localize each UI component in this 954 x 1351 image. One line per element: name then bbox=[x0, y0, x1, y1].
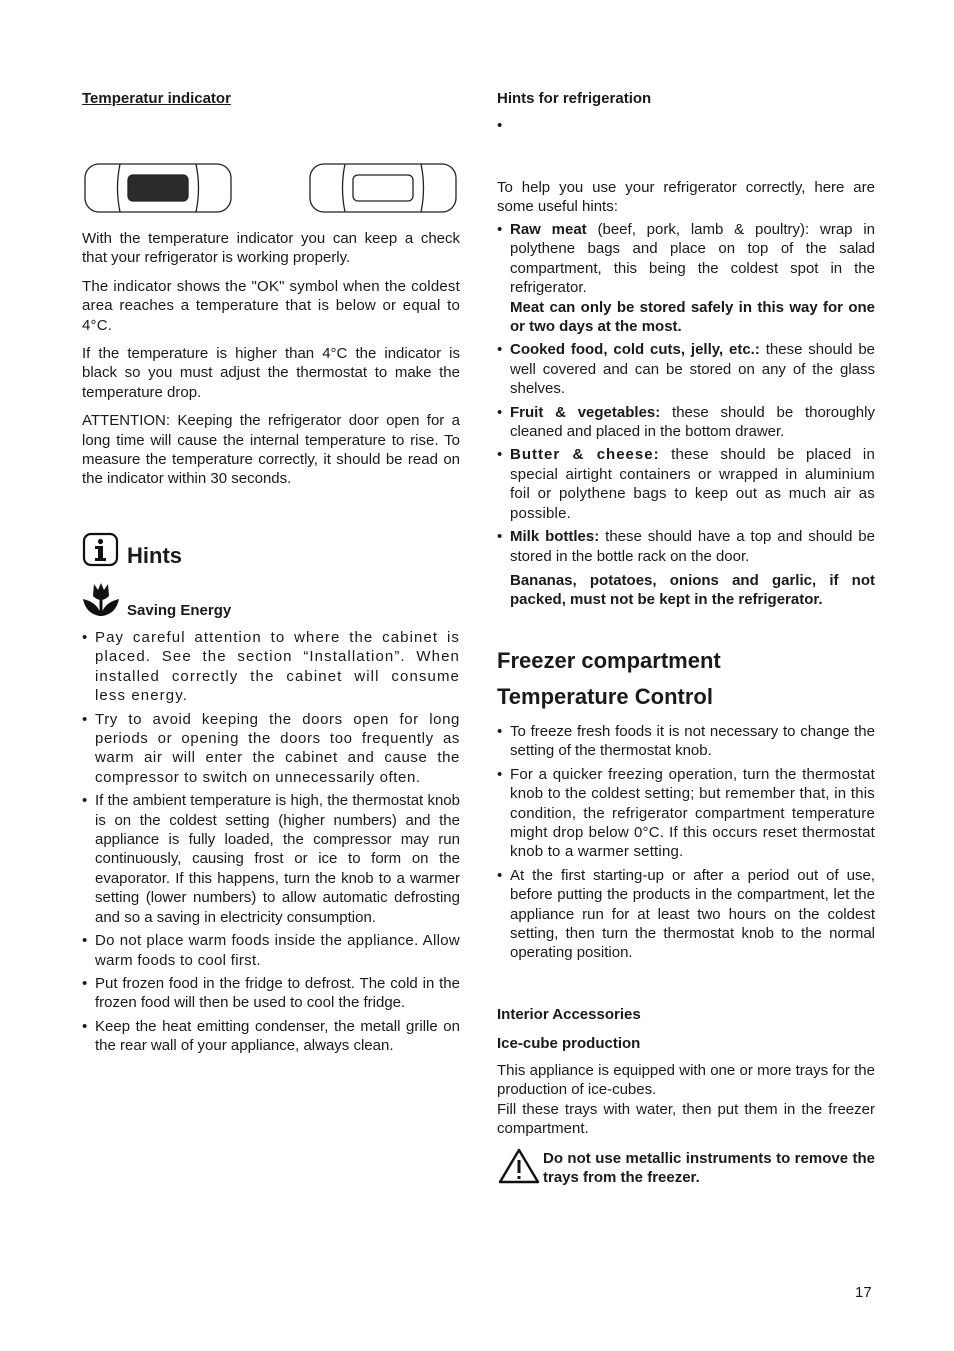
list-item bbox=[497, 527, 875, 566]
paragraph: The indicator shows the "OK" symbol when the coldest area reaches a temperature that is below or equal to 4°C. bbox=[82, 277, 460, 334]
list-item bbox=[497, 403, 875, 442]
hint-label: Butter & cheese: bbox=[510, 446, 660, 464]
indicator-ok-icon bbox=[310, 164, 456, 212]
hint-label: Fruit & vegetables: bbox=[510, 403, 661, 421]
ice-cube-text bbox=[497, 1061, 875, 1139]
freezer-list bbox=[497, 722, 875, 967]
paragraph: Fill these trays with water, then put them in the freezer compartment. bbox=[497, 1100, 875, 1138]
caution-text: Do not use metallic instruments to remove the trays from the freezer. bbox=[543, 1150, 875, 1187]
hint-label: Cooked food, cold cuts, jelly, etc.: bbox=[510, 341, 760, 359]
freezer-title: Freezer compartment bbox=[497, 648, 721, 673]
paragraph: ATTENTION: Keeping the refrigerator door open for a long time will cause the internal temperature to rise. To measure the temperature correctly, it should be read on the indicator within 30 seconds. bbox=[82, 412, 460, 488]
warning-icon bbox=[498, 1147, 540, 1185]
saving-energy-list bbox=[82, 628, 460, 1060]
list-item: • Try to avoid keeping the doors open for long periods or opening the doors too frequently as warm air will enter the cabinet and cause the compressor to switch on unnecessarily often. bbox=[82, 710, 460, 788]
indicator-black-icon bbox=[85, 164, 231, 212]
list-item bbox=[497, 220, 875, 336]
tulip-icon bbox=[82, 582, 120, 618]
ice-cube-title: Ice-cube production bbox=[497, 1035, 641, 1052]
paragraph: If the temperature is higher than 4°C the indicator is black so you must adjust the thermostat to make the temperature drop. bbox=[82, 345, 460, 401]
hint-label: Raw meat bbox=[510, 221, 587, 238]
list-item: • To freeze fresh foods it is not necessary to change the setting of the thermostat knob. bbox=[497, 722, 875, 761]
temperature-indicator-heading: Temperatur indicator bbox=[82, 90, 231, 107]
hint-note: Meat can only be stored safely in this way for one or two days at the most. bbox=[510, 298, 875, 336]
hint-label: Milk bottles: bbox=[510, 528, 600, 546]
paragraph: With the temperature indicator you can keep a check that your refrigerator is working properly. bbox=[82, 230, 460, 267]
list-item: • Keep the heat emitting condenser, the metall grille on the rear wall of your appliance, always clean. bbox=[82, 1017, 460, 1056]
list-item: • Do not place warm foods inside the appliance. Allow warm foods to cool first. bbox=[82, 931, 460, 970]
list-item bbox=[497, 445, 875, 523]
temperature-control-title: Temperature Control bbox=[497, 684, 713, 709]
hints-refrigeration-heading: Hints for refrigeration bbox=[497, 90, 652, 107]
storage-warning: Bananas, potatoes, onions and garlic, if not packed, must not be kept in the refrigerator. bbox=[510, 572, 875, 609]
hint-text: these should be thoroughly cleaned and placed in the bottom drawer. bbox=[510, 403, 875, 441]
hint-text: these should be well covered and can be stored on any of the glass shelves. bbox=[510, 341, 875, 398]
paragraph: This appliance is equipped with one or more trays for the production of ice-cubes. bbox=[497, 1062, 875, 1099]
saving-energy-title: Saving Energy bbox=[127, 602, 232, 619]
refrigeration-hints-list bbox=[497, 220, 875, 570]
list-item: • Put frozen food in the fridge to defrost. The cold in the frozen food will then be used to cool the fridge. bbox=[82, 974, 460, 1013]
temperature-indicator-text bbox=[82, 229, 460, 489]
hints-intro: To help you use your refrigerator correctly, here are some useful hints: bbox=[497, 179, 875, 216]
interior-accessories-title: Interior Accessories bbox=[497, 1006, 641, 1023]
list-item: • Pay careful attention to where the cabinet is placed. See the section “Installation”. When installed correctly the cabinet will consume less energy. bbox=[82, 628, 460, 706]
hints-title: Hints bbox=[127, 543, 182, 568]
hint-text: (beef, pork, lamb & poultry): wrap in polythene bags and place on top of the salad compartment, this being the coldest spot in the refrigerator. bbox=[510, 221, 876, 297]
bullet-mark: • bbox=[497, 117, 503, 134]
page-number: 17 bbox=[855, 1284, 872, 1301]
list-item: • At the first starting-up or after a period out of use, before putting the products in the compartment, let the appliance run for at least two hours on the coldest setting, then turn the thermostat knob to the normal operating position. bbox=[497, 866, 875, 963]
list-item bbox=[497, 340, 875, 398]
temperature-indicator-illustration bbox=[84, 162, 464, 216]
hint-text: these should be placed in special airtight containers or wrapped in aluminium foil or polythene bags to keep out as much air as possible. bbox=[510, 446, 875, 522]
info-icon bbox=[82, 532, 120, 568]
hint-text: these should have a top and should be stored in the bottle rack on the door. bbox=[510, 528, 875, 565]
list-item: • For a quicker freezing operation, turn the thermostat knob to the coldest setting; but remember that, in this condition, the refrigerator compartment temperature might drop below 0°C. If this occurs reset thermostat knob to a warmer setting. bbox=[497, 765, 875, 862]
list-item: • If the ambient temperature is high, the thermostat knob is on the coldest setting (higher numbers) and the appliance is fully loaded, the compressor may run continuously, causing frost or ice to form on the evaporator. If this happens, turn the knob to a warmer setting (lower numbers) to allow automatic defrosting and so a saving in electricity consumption. bbox=[82, 791, 460, 927]
